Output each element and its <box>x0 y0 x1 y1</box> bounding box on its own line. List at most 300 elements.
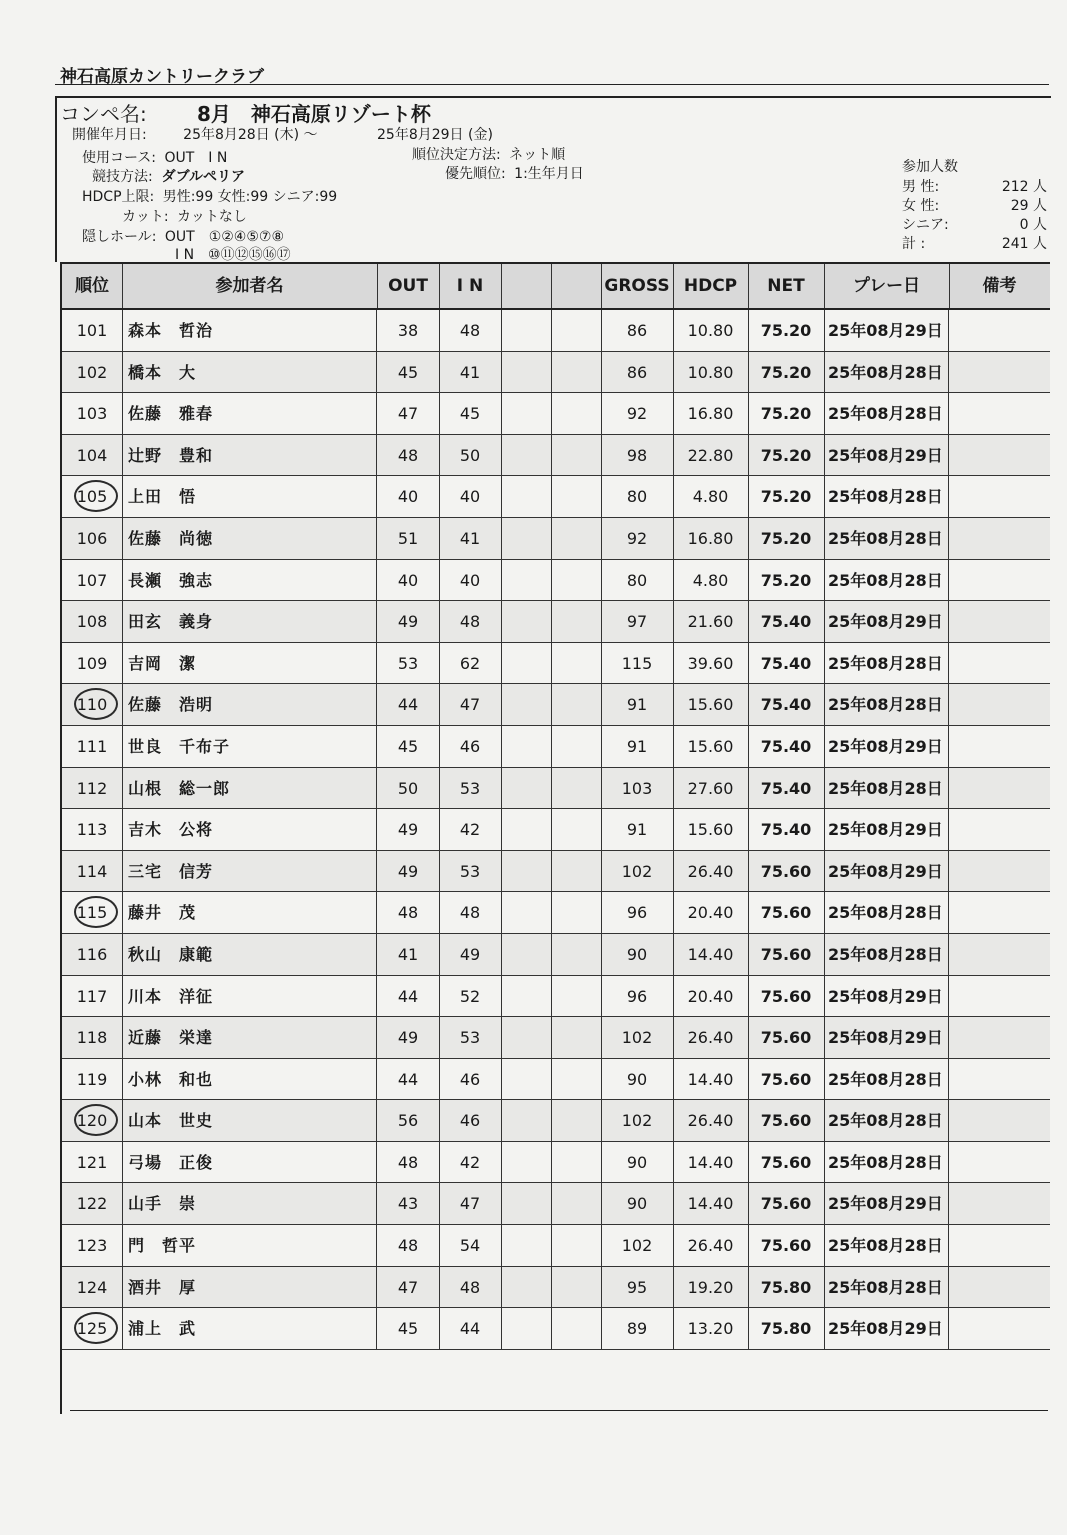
table-header <box>62 264 1050 310</box>
note-cell <box>949 1142 1050 1183</box>
hdcp-cell: 4.80 <box>673 560 749 601</box>
rank-cell: 113 <box>62 809 123 850</box>
ranking-label: 順位決定方法: <box>412 147 501 163</box>
date-cell: 25年08月29日 <box>824 601 949 642</box>
blank-cell <box>551 518 602 559</box>
table-row <box>62 809 1050 851</box>
blank-cell <box>501 643 552 684</box>
net-cell: 75.20 <box>748 518 825 559</box>
blank-cell <box>501 976 552 1017</box>
blank-cell <box>501 809 552 850</box>
date-to: 25年8月29日 (金) <box>377 127 493 143</box>
rank-cell: 109 <box>62 643 123 684</box>
participant-count-value: 0 人 <box>1019 217 1047 233</box>
header-out: OUT <box>377 264 440 308</box>
date-cell: 25年08月28日 <box>824 1225 949 1266</box>
rank-cell: 101 <box>62 310 123 351</box>
net-cell: 75.40 <box>748 726 825 767</box>
hdcp-value: 男性:99 女性:99 シニア:99 <box>162 189 338 205</box>
date-cell: 25年08月28日 <box>824 684 949 725</box>
blank-cell <box>551 976 602 1017</box>
blank-cell <box>501 1059 552 1100</box>
note-cell <box>949 726 1050 767</box>
header-note: 備考 <box>982 276 1017 296</box>
blank-cell <box>551 684 602 725</box>
blank-cell <box>551 310 602 351</box>
net-cell: 75.20 <box>748 310 825 351</box>
hdcp-cell: 22.80 <box>673 435 749 476</box>
out-cell: 51 <box>377 518 440 559</box>
rank-cell: 119 <box>62 1059 123 1100</box>
table-row <box>62 601 1050 643</box>
blank-cell <box>551 393 602 434</box>
blank-cell <box>501 934 552 975</box>
gross-cell: 92 <box>601 518 674 559</box>
name-cell: 浦上 武 <box>122 1308 377 1349</box>
date-cell: 25年08月29日 <box>824 851 949 892</box>
net-cell: 75.80 <box>748 1267 825 1308</box>
name-cell: 吉木 公将 <box>122 809 377 850</box>
note-cell <box>949 643 1050 684</box>
blank-cell <box>551 1017 602 1058</box>
competition-name: 8月 神石高原リゾート杯 <box>197 102 431 126</box>
date-cell: 25年08月29日 <box>824 809 949 850</box>
competition-row <box>55 96 1051 126</box>
gross-cell: 90 <box>601 1142 674 1183</box>
gross-cell: 102 <box>601 1100 674 1141</box>
net-cell: 75.60 <box>748 1142 825 1183</box>
blank-cell <box>501 1100 552 1141</box>
net-cell: 75.40 <box>748 643 825 684</box>
table-row <box>62 976 1050 1018</box>
net-cell: 75.60 <box>748 1059 825 1100</box>
gross-cell: 89 <box>601 1308 674 1349</box>
gross-cell: 80 <box>601 560 674 601</box>
date-from: 25年8月28日 (木) ～ <box>183 127 318 143</box>
name-cell: 酒井 厚 <box>122 1267 377 1308</box>
name-cell: 近藤 栄達 <box>122 1017 377 1058</box>
net-cell: 75.60 <box>748 1183 825 1224</box>
table-row <box>62 851 1050 893</box>
in-cell: 48 <box>439 310 502 351</box>
gross-cell: 96 <box>601 976 674 1017</box>
cut-value: カットなし <box>177 209 247 225</box>
out-cell: 49 <box>377 851 440 892</box>
out-cell: 53 <box>377 643 440 684</box>
out-cell: 38 <box>377 310 440 351</box>
name-cell: 世良 千布子 <box>122 726 377 767</box>
hidden-out: OUT ①②④⑤⑦⑧ <box>164 229 285 245</box>
name-cell: 山根 総一郎 <box>122 768 377 809</box>
rank-cell: 124 <box>62 1267 123 1308</box>
table-row <box>62 1183 1050 1225</box>
in-cell: 46 <box>439 1059 502 1100</box>
table-row <box>62 518 1050 560</box>
rank-cell: 105 <box>62 476 123 517</box>
out-cell: 43 <box>377 1183 440 1224</box>
header-in: I N <box>439 264 502 308</box>
rank-cell: 118 <box>62 1017 123 1058</box>
out-cell: 40 <box>377 476 440 517</box>
rank-cell: 102 <box>62 352 123 393</box>
date-cell: 25年08月28日 <box>824 1100 949 1141</box>
net-cell: 75.40 <box>748 684 825 725</box>
participant-count-value: 29 人 <box>1010 198 1047 214</box>
gross-cell: 95 <box>601 1267 674 1308</box>
name-cell: 川本 洋征 <box>122 976 377 1017</box>
note-cell <box>949 310 1050 351</box>
participants-title: 参加人数 <box>902 159 958 175</box>
in-cell: 48 <box>439 1267 502 1308</box>
blank-cell <box>551 1142 602 1183</box>
blank-cell <box>501 1267 552 1308</box>
blank-cell <box>501 518 552 559</box>
date-cell: 25年08月28日 <box>824 1059 949 1100</box>
blank-cell <box>501 1308 552 1349</box>
note-cell <box>949 1017 1050 1058</box>
out-cell: 44 <box>377 1059 440 1100</box>
gross-cell: 102 <box>601 1225 674 1266</box>
out-cell: 49 <box>377 1017 440 1058</box>
blank-cell <box>501 684 552 725</box>
name-cell: 三宅 信芳 <box>122 851 377 892</box>
in-cell: 46 <box>439 1100 502 1141</box>
header-divider <box>55 84 1049 85</box>
hdcp-cell: 15.60 <box>673 726 749 767</box>
table-row <box>62 1017 1050 1059</box>
club-name: 神石高原カントリークラブ <box>60 67 264 87</box>
rank-cell: 125 <box>62 1308 123 1349</box>
name-cell: 森本 哲治 <box>122 310 377 351</box>
note-cell <box>949 435 1050 476</box>
out-cell: 56 <box>377 1100 440 1141</box>
blank-cell <box>551 768 602 809</box>
participant-count-row <box>902 176 1052 196</box>
date-cell: 25年08月28日 <box>824 643 949 684</box>
rank-cell: 123 <box>62 1225 123 1266</box>
hidden-out-line <box>82 226 284 246</box>
rank-cell: 122 <box>62 1183 123 1224</box>
rank-cell: 117 <box>62 976 123 1017</box>
hdcp-cell: 16.80 <box>673 518 749 559</box>
note-cell <box>949 1100 1050 1141</box>
in-cell: 48 <box>439 601 502 642</box>
hdcp-cell: 21.60 <box>673 601 749 642</box>
note-cell <box>949 1308 1050 1349</box>
gross-cell: 102 <box>601 1017 674 1058</box>
blank-cell <box>501 851 552 892</box>
note-cell <box>949 851 1050 892</box>
in-cell: 53 <box>439 851 502 892</box>
priority-label: 優先順位: <box>445 166 506 182</box>
blank-cell <box>551 726 602 767</box>
cut-line <box>122 206 247 226</box>
participant-count-row <box>902 195 1052 215</box>
hdcp-cell: 13.20 <box>673 1308 749 1349</box>
blank-cell <box>501 352 552 393</box>
net-cell: 75.20 <box>748 476 825 517</box>
blank-cell <box>501 435 552 476</box>
note-cell <box>949 976 1050 1017</box>
rank-cell: 120 <box>62 1100 123 1141</box>
gross-cell: 86 <box>601 310 674 351</box>
net-cell: 75.60 <box>748 934 825 975</box>
hdcp-cell: 20.40 <box>673 892 749 933</box>
cut-label: カット: <box>122 209 169 225</box>
header-rank: 順位 <box>62 264 123 308</box>
blank-cell <box>551 560 602 601</box>
date-cell: 25年08月29日 <box>824 1308 949 1349</box>
net-cell: 75.60 <box>748 976 825 1017</box>
table-row <box>62 1142 1050 1184</box>
method-value: ダブルペリア <box>161 169 246 185</box>
net-cell: 75.60 <box>748 1017 825 1058</box>
participant-count-label: 男 性: <box>902 179 940 195</box>
in-cell: 52 <box>439 976 502 1017</box>
name-cell: 上田 悟 <box>122 476 377 517</box>
table-row <box>62 892 1050 934</box>
rank-cell: 115 <box>62 892 123 933</box>
name-cell: 藤井 茂 <box>122 892 377 933</box>
blank-cell <box>501 476 552 517</box>
out-cell: 48 <box>377 1225 440 1266</box>
date-label: 開催年月日: <box>72 127 147 143</box>
net-cell: 75.20 <box>748 435 825 476</box>
blank-cell <box>501 768 552 809</box>
note-cell <box>949 601 1050 642</box>
in-cell: 62 <box>439 643 502 684</box>
table-body <box>62 310 1050 1350</box>
participant-count-label: シニア: <box>902 217 949 233</box>
blank-cell <box>551 1267 602 1308</box>
in-cell: 42 <box>439 1142 502 1183</box>
out-cell: 47 <box>377 393 440 434</box>
participant-count-value: 241 人 <box>1001 236 1047 252</box>
participant-count-row <box>902 233 1052 253</box>
table-row <box>62 1225 1050 1267</box>
blank-cell <box>551 601 602 642</box>
out-cell: 41 <box>377 934 440 975</box>
gross-cell: 115 <box>601 643 674 684</box>
footer-divider <box>70 1410 1048 1411</box>
net-cell: 75.40 <box>748 768 825 809</box>
table-row <box>62 768 1050 810</box>
note-cell <box>949 393 1050 434</box>
table-row <box>62 643 1050 685</box>
competition-label: コンペ名: <box>60 102 147 126</box>
note-cell <box>949 1183 1050 1224</box>
rank-cell: 103 <box>62 393 123 434</box>
in-cell: 53 <box>439 1017 502 1058</box>
hdcp-cell: 26.40 <box>673 1100 749 1141</box>
gross-cell: 91 <box>601 684 674 725</box>
net-cell: 75.60 <box>748 1100 825 1141</box>
date-cell: 25年08月29日 <box>824 1183 949 1224</box>
table-row <box>62 560 1050 602</box>
blank-cell <box>501 1017 552 1058</box>
table-row <box>62 435 1050 477</box>
header-gross: GROSS <box>601 264 674 308</box>
net-cell: 75.60 <box>748 851 825 892</box>
course-value: OUT I N <box>164 150 228 166</box>
participant-count-label: 計 : <box>902 236 926 252</box>
hdcp-line <box>82 186 337 206</box>
table-row <box>62 393 1050 435</box>
table-row <box>62 352 1050 394</box>
date-cell: 25年08月28日 <box>824 352 949 393</box>
name-cell: 弓場 正俊 <box>122 1142 377 1183</box>
note-cell <box>949 560 1050 601</box>
out-cell: 48 <box>377 435 440 476</box>
hdcp-cell: 16.80 <box>673 393 749 434</box>
rank-cell: 112 <box>62 768 123 809</box>
out-cell: 45 <box>377 352 440 393</box>
name-cell: 佐藤 雅春 <box>122 393 377 434</box>
priority-value: 1:生年月日 <box>514 166 584 182</box>
gross-cell: 90 <box>601 934 674 975</box>
blank-cell <box>501 726 552 767</box>
header-blank-1 <box>501 264 552 308</box>
in-cell: 47 <box>439 1183 502 1224</box>
gross-cell: 103 <box>601 768 674 809</box>
note-cell <box>949 934 1050 975</box>
blank-cell <box>551 809 602 850</box>
name-cell: 門 哲平 <box>122 1225 377 1266</box>
blank-cell <box>551 1100 602 1141</box>
date-cell: 25年08月28日 <box>824 476 949 517</box>
out-cell: 48 <box>377 1142 440 1183</box>
ranking-line <box>412 144 565 164</box>
note-cell <box>949 684 1050 725</box>
name-cell: 辻野 豊和 <box>122 435 377 476</box>
hdcp-cell: 26.40 <box>673 1225 749 1266</box>
gross-cell: 102 <box>601 851 674 892</box>
hdcp-label: HDCP上限: <box>82 189 155 205</box>
course-line <box>82 147 227 167</box>
ranking-value: ネット順 <box>509 147 566 163</box>
out-cell: 48 <box>377 892 440 933</box>
hdcp-cell: 4.80 <box>673 476 749 517</box>
in-cell: 48 <box>439 892 502 933</box>
note-cell <box>949 1267 1050 1308</box>
table-row <box>62 1100 1050 1142</box>
date-cell: 25年08月28日 <box>824 1142 949 1183</box>
note-cell <box>949 892 1050 933</box>
hdcp-cell: 10.80 <box>673 310 749 351</box>
date-cell: 25年08月28日 <box>824 518 949 559</box>
gross-cell: 90 <box>601 1059 674 1100</box>
date-cell: 25年08月28日 <box>824 934 949 975</box>
name-cell: 佐藤 浩明 <box>122 684 377 725</box>
date-line <box>72 124 318 144</box>
gross-cell: 97 <box>601 601 674 642</box>
hdcp-cell: 14.40 <box>673 1142 749 1183</box>
blank-cell <box>501 1183 552 1224</box>
blank-cell <box>551 1225 602 1266</box>
blank-cell <box>501 601 552 642</box>
gross-cell: 96 <box>601 892 674 933</box>
table-row <box>62 934 1050 976</box>
name-cell: 山手 崇 <box>122 1183 377 1224</box>
blank-cell <box>551 352 602 393</box>
rank-cell: 114 <box>62 851 123 892</box>
table-row <box>62 684 1050 726</box>
blank-cell <box>551 1059 602 1100</box>
gross-cell: 86 <box>601 352 674 393</box>
name-cell: 山本 世史 <box>122 1100 377 1141</box>
course-label: 使用コース: <box>82 150 157 166</box>
net-cell: 75.60 <box>748 1225 825 1266</box>
name-cell: 長瀬 強志 <box>122 560 377 601</box>
blank-cell <box>551 1183 602 1224</box>
in-cell: 44 <box>439 1308 502 1349</box>
hdcp-cell: 27.60 <box>673 768 749 809</box>
blank-cell <box>551 1308 602 1349</box>
method-label: 競技方法: <box>92 169 153 185</box>
rank-cell: 116 <box>62 934 123 975</box>
net-cell: 75.20 <box>748 393 825 434</box>
blank-cell <box>551 476 602 517</box>
note-cell <box>949 768 1050 809</box>
header-net: NET <box>748 264 825 308</box>
name-cell: 橋本 大 <box>122 352 377 393</box>
rank-cell: 110 <box>62 684 123 725</box>
note-cell <box>949 1059 1050 1100</box>
hdcp-cell: 14.40 <box>673 934 749 975</box>
gross-cell: 80 <box>601 476 674 517</box>
date-cell: 25年08月29日 <box>824 726 949 767</box>
net-cell: 75.40 <box>748 809 825 850</box>
date-cell: 25年08月28日 <box>824 560 949 601</box>
in-cell: 42 <box>439 809 502 850</box>
note-cell <box>949 809 1050 850</box>
gross-cell: 91 <box>601 809 674 850</box>
blank-cell <box>551 934 602 975</box>
out-cell: 44 <box>377 976 440 1017</box>
rank-cell: 111 <box>62 726 123 767</box>
hdcp-cell: 15.60 <box>673 684 749 725</box>
hdcp-cell: 14.40 <box>673 1183 749 1224</box>
in-cell: 46 <box>439 726 502 767</box>
gross-cell: 98 <box>601 435 674 476</box>
table-row <box>62 1267 1050 1309</box>
header-date: プレー日 <box>824 264 950 308</box>
date-cell: 25年08月28日 <box>824 1267 949 1308</box>
in-cell: 49 <box>439 934 502 975</box>
hdcp-cell: 20.40 <box>673 976 749 1017</box>
header-hdcp: HDCP <box>673 264 749 308</box>
date-cell: 25年08月29日 <box>824 1017 949 1058</box>
hidden-label: 隠しホール: <box>82 229 157 245</box>
out-cell: 40 <box>377 560 440 601</box>
out-cell: 49 <box>377 601 440 642</box>
out-cell: 47 <box>377 1267 440 1308</box>
date-cell: 25年08月29日 <box>824 310 949 351</box>
blank-cell <box>501 1142 552 1183</box>
priority-line <box>445 163 584 183</box>
hdcp-cell: 26.40 <box>673 851 749 892</box>
blank-cell <box>551 435 602 476</box>
blank-cell <box>551 851 602 892</box>
out-cell: 49 <box>377 809 440 850</box>
hidden-in: I N ⑩⑪⑫⑮⑯⑰ <box>175 247 291 263</box>
rank-cell: 107 <box>62 560 123 601</box>
rank-cell: 104 <box>62 435 123 476</box>
net-cell: 75.40 <box>748 601 825 642</box>
name-cell: 小林 和也 <box>122 1059 377 1100</box>
results-table <box>60 262 1050 1414</box>
table-row <box>62 726 1050 768</box>
